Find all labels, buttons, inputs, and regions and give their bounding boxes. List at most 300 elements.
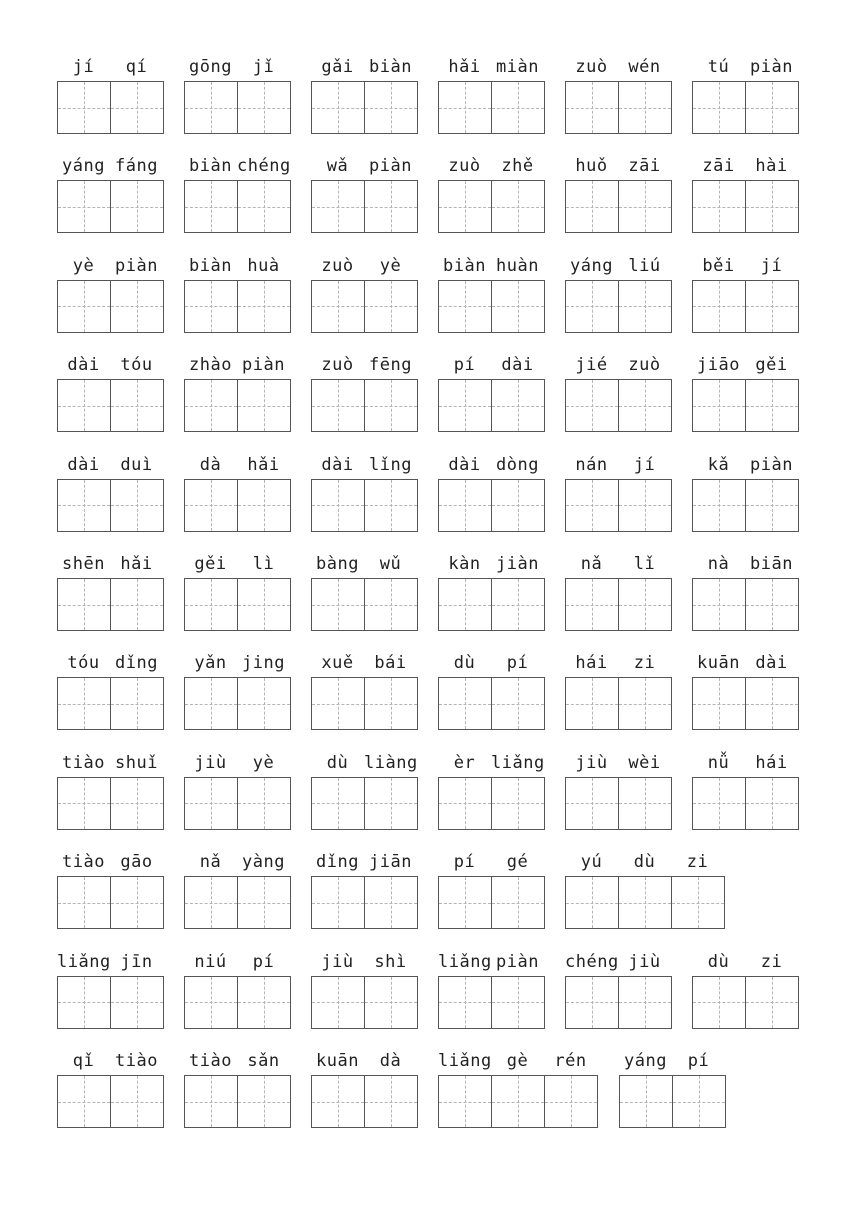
pinyin-syllable: yàng bbox=[242, 852, 285, 873]
pinyin-line bbox=[57, 56, 163, 78]
pinyin-syllable: sǎn bbox=[247, 1051, 280, 1071]
tianzige-cell[interactable] bbox=[238, 479, 291, 532]
pinyin-syllable: yè bbox=[379, 255, 402, 276]
writing-boxes bbox=[184, 81, 291, 134]
word-item bbox=[184, 354, 290, 429]
tianzige-cell[interactable] bbox=[492, 578, 545, 631]
tianzige-cell[interactable] bbox=[492, 1075, 545, 1128]
tianzige-cell[interactable] bbox=[238, 180, 291, 233]
word-item bbox=[565, 851, 724, 926]
pinyin-line bbox=[57, 255, 163, 277]
pinyin-syllable: qí bbox=[125, 57, 148, 77]
tianzige-cell[interactable] bbox=[492, 81, 545, 134]
pinyin-line bbox=[438, 454, 544, 476]
tianzige-cell[interactable] bbox=[365, 578, 418, 631]
word-item bbox=[184, 56, 290, 131]
pinyin-line bbox=[692, 56, 798, 78]
tianzige-cell[interactable] bbox=[439, 180, 492, 233]
tianzige-cell[interactable] bbox=[365, 677, 418, 730]
writing-boxes bbox=[311, 976, 418, 1029]
pinyin-syllable: jing bbox=[242, 653, 285, 674]
pinyin-syllable: nǎ bbox=[580, 554, 603, 574]
tianzige-cell[interactable] bbox=[111, 677, 164, 730]
pinyin-line bbox=[311, 553, 417, 575]
word-item bbox=[692, 56, 798, 131]
tianzige-cell[interactable] bbox=[185, 479, 238, 532]
tianzige-cell[interactable] bbox=[111, 81, 164, 134]
pinyin-syllable: chéng bbox=[237, 156, 291, 177]
pinyin-syllable: dǐng bbox=[316, 852, 359, 873]
tianzige-cell[interactable] bbox=[746, 81, 799, 134]
tianzige-cell[interactable] bbox=[566, 479, 619, 532]
pinyin-syllable: jí bbox=[72, 57, 95, 77]
tianzige-cell[interactable] bbox=[545, 1075, 598, 1128]
tianzige-cell[interactable] bbox=[238, 1075, 291, 1128]
pinyin-syllable: zuò bbox=[575, 57, 608, 77]
writing-boxes bbox=[565, 479, 672, 532]
pinyin-syllable: piàn bbox=[750, 57, 793, 77]
tianzige-cell[interactable] bbox=[693, 81, 746, 134]
word-item bbox=[311, 652, 417, 727]
tianzige-cell[interactable] bbox=[111, 379, 164, 432]
tianzige-cell[interactable] bbox=[365, 976, 418, 1029]
tianzige-cell[interactable] bbox=[619, 876, 672, 929]
pinyin-syllable: dù bbox=[707, 951, 730, 972]
word-item bbox=[311, 255, 417, 330]
pinyin-syllable: zuò bbox=[321, 355, 354, 376]
pinyin-syllable: gé bbox=[506, 852, 529, 873]
pinyin-line bbox=[184, 652, 290, 674]
word-item bbox=[565, 354, 671, 429]
pinyin-line bbox=[57, 1050, 163, 1072]
tianzige-cell[interactable] bbox=[111, 479, 164, 532]
word-item bbox=[184, 454, 290, 529]
tianzige-cell[interactable] bbox=[185, 180, 238, 233]
tianzige-cell[interactable] bbox=[238, 976, 291, 1029]
tianzige-cell[interactable] bbox=[111, 876, 164, 929]
pinyin-syllable: wén bbox=[628, 57, 661, 77]
pinyin-line bbox=[184, 255, 290, 277]
tianzige-cell[interactable] bbox=[58, 876, 111, 929]
pinyin-syllable: kàn bbox=[448, 554, 481, 574]
writing-boxes bbox=[57, 81, 164, 134]
tianzige-cell[interactable] bbox=[185, 976, 238, 1029]
pinyin-syllable: dài bbox=[67, 355, 100, 376]
pinyin-line bbox=[184, 851, 290, 873]
pinyin-syllable: pí bbox=[687, 1051, 710, 1071]
tianzige-cell[interactable] bbox=[492, 876, 545, 929]
tianzige-cell[interactable] bbox=[312, 180, 365, 233]
tianzige-cell[interactable] bbox=[619, 81, 672, 134]
word-item bbox=[311, 951, 417, 1026]
pinyin-line bbox=[311, 454, 417, 476]
pinyin-line bbox=[692, 752, 798, 774]
tianzige-cell[interactable] bbox=[185, 1075, 238, 1128]
tianzige-cell[interactable] bbox=[492, 280, 545, 333]
tianzige-cell[interactable] bbox=[58, 777, 111, 830]
writing-boxes bbox=[692, 578, 799, 631]
tianzige-cell[interactable] bbox=[693, 280, 746, 333]
tianzige-cell[interactable] bbox=[58, 479, 111, 532]
pinyin-syllable: rén bbox=[554, 1051, 587, 1071]
word-item bbox=[184, 752, 290, 827]
tianzige-cell[interactable] bbox=[111, 976, 164, 1029]
pinyin-syllable: zuò bbox=[321, 255, 354, 276]
pinyin-syllable: chéng bbox=[565, 951, 619, 972]
tianzige-cell[interactable] bbox=[492, 976, 545, 1029]
tianzige-cell[interactable] bbox=[58, 1075, 111, 1128]
writing-boxes bbox=[57, 677, 164, 730]
tianzige-cell[interactable] bbox=[58, 379, 111, 432]
tianzige-cell[interactable] bbox=[238, 280, 291, 333]
tianzige-cell[interactable] bbox=[312, 976, 365, 1029]
writing-boxes bbox=[438, 479, 545, 532]
tianzige-cell[interactable] bbox=[566, 578, 619, 631]
pinyin-syllable: nà bbox=[707, 554, 730, 574]
pinyin-syllable: nán bbox=[575, 454, 608, 475]
tianzige-cell[interactable] bbox=[746, 180, 799, 233]
tianzige-cell[interactable] bbox=[365, 1075, 418, 1128]
word-item bbox=[565, 951, 671, 1026]
word-item bbox=[565, 652, 671, 727]
tianzige-cell[interactable] bbox=[492, 479, 545, 532]
writing-boxes bbox=[57, 280, 164, 333]
tianzige-cell[interactable] bbox=[619, 777, 672, 830]
writing-boxes bbox=[438, 976, 545, 1029]
pinyin-line bbox=[184, 56, 290, 78]
word-item bbox=[438, 951, 544, 1026]
tianzige-cell[interactable] bbox=[439, 479, 492, 532]
word-item bbox=[565, 553, 671, 628]
writing-boxes bbox=[565, 677, 672, 730]
pinyin-line bbox=[438, 752, 544, 774]
pinyin-line bbox=[438, 155, 544, 177]
pinyin-syllable: lǐ bbox=[633, 554, 656, 574]
tianzige-cell[interactable] bbox=[693, 379, 746, 432]
pinyin-syllable: gōng bbox=[189, 57, 232, 77]
pinyin-syllable: dù bbox=[633, 852, 656, 873]
word-item bbox=[692, 553, 798, 628]
pinyin-syllable: qǐ bbox=[72, 1051, 95, 1071]
tianzige-cell[interactable] bbox=[111, 180, 164, 233]
tianzige-cell[interactable] bbox=[492, 379, 545, 432]
tianzige-cell[interactable] bbox=[238, 379, 291, 432]
tianzige-cell[interactable] bbox=[238, 777, 291, 830]
pinyin-line bbox=[565, 752, 671, 774]
word-item bbox=[565, 155, 671, 230]
tianzige-cell[interactable] bbox=[492, 677, 545, 730]
pinyin-syllable: nǎ bbox=[199, 852, 222, 873]
word-item bbox=[438, 553, 544, 628]
tianzige-cell[interactable] bbox=[312, 876, 365, 929]
tianzige-cell[interactable] bbox=[185, 876, 238, 929]
pinyin-syllable: fáng bbox=[115, 156, 158, 177]
pinyin-syllable: zāi bbox=[628, 156, 661, 177]
pinyin-line bbox=[692, 553, 798, 575]
word-item bbox=[311, 155, 417, 230]
tianzige-cell[interactable] bbox=[185, 777, 238, 830]
tianzige-cell[interactable] bbox=[746, 280, 799, 333]
pinyin-line bbox=[438, 652, 544, 674]
pinyin-syllable: gè bbox=[506, 1051, 529, 1071]
word-item bbox=[692, 155, 798, 230]
tianzige-cell[interactable] bbox=[185, 578, 238, 631]
pinyin-syllable: shì bbox=[374, 951, 407, 972]
pinyin-syllable: zuò bbox=[628, 355, 661, 376]
tianzige-cell[interactable] bbox=[566, 180, 619, 233]
word-item bbox=[57, 951, 163, 1026]
pinyin-line bbox=[565, 155, 671, 177]
tianzige-cell[interactable] bbox=[693, 479, 746, 532]
pinyin-syllable: zhào bbox=[189, 355, 232, 376]
pinyin-syllable: pí bbox=[506, 653, 529, 674]
tianzige-cell[interactable] bbox=[693, 976, 746, 1029]
pinyin-syllable: biàn bbox=[369, 57, 412, 77]
tianzige-cell[interactable] bbox=[566, 777, 619, 830]
tianzige-cell[interactable] bbox=[439, 976, 492, 1029]
tianzige-cell[interactable] bbox=[58, 280, 111, 333]
pinyin-line bbox=[438, 553, 544, 575]
pinyin-syllable: biān bbox=[750, 554, 793, 574]
writing-boxes bbox=[438, 1075, 598, 1128]
pinyin-syllable: yè bbox=[252, 752, 275, 773]
tianzige-cell[interactable] bbox=[693, 180, 746, 233]
tianzige-cell[interactable] bbox=[185, 280, 238, 333]
pinyin-syllable: huǒ bbox=[575, 156, 608, 177]
word-item bbox=[184, 255, 290, 330]
tianzige-cell[interactable] bbox=[312, 677, 365, 730]
tianzige-cell[interactable] bbox=[312, 379, 365, 432]
pinyin-syllable: tiào bbox=[189, 1051, 232, 1071]
pinyin-syllable: zāi bbox=[702, 156, 735, 177]
pinyin-line bbox=[184, 155, 290, 177]
word-item bbox=[184, 652, 290, 727]
tianzige-cell[interactable] bbox=[673, 1075, 726, 1128]
tianzige-cell[interactable] bbox=[439, 578, 492, 631]
tianzige-cell[interactable] bbox=[111, 280, 164, 333]
tianzige-cell[interactable] bbox=[746, 976, 799, 1029]
pinyin-syllable: nǚ bbox=[707, 752, 730, 773]
pinyin-line bbox=[692, 255, 798, 277]
tianzige-cell[interactable] bbox=[492, 777, 545, 830]
tianzige-cell[interactable] bbox=[58, 677, 111, 730]
tianzige-cell[interactable] bbox=[439, 677, 492, 730]
tianzige-cell[interactable] bbox=[619, 379, 672, 432]
tianzige-cell[interactable] bbox=[566, 280, 619, 333]
tianzige-cell[interactable] bbox=[58, 81, 111, 134]
pinyin-line bbox=[438, 951, 544, 973]
pinyin-line bbox=[311, 752, 417, 774]
pinyin-syllable: shēn bbox=[62, 554, 105, 574]
pinyin-syllable: jiù bbox=[321, 951, 354, 972]
tianzige-cell[interactable] bbox=[312, 479, 365, 532]
tianzige-cell[interactable] bbox=[566, 81, 619, 134]
writing-boxes bbox=[438, 777, 545, 830]
pinyin-syllable: liǎng bbox=[491, 752, 545, 773]
word-item bbox=[184, 951, 290, 1026]
writing-boxes bbox=[57, 1075, 164, 1128]
pinyin-syllable: jí bbox=[633, 454, 656, 475]
tianzige-cell[interactable] bbox=[238, 81, 291, 134]
writing-boxes bbox=[311, 479, 418, 532]
writing-boxes bbox=[692, 479, 799, 532]
tianzige-cell[interactable] bbox=[746, 379, 799, 432]
pinyin-syllable: dài bbox=[67, 454, 100, 475]
writing-boxes bbox=[57, 876, 164, 929]
pinyin-syllable: zuò bbox=[448, 156, 481, 177]
tianzige-cell[interactable] bbox=[238, 876, 291, 929]
tianzige-cell[interactable] bbox=[746, 677, 799, 730]
word-item bbox=[311, 1050, 417, 1125]
tianzige-cell[interactable] bbox=[619, 976, 672, 1029]
tianzige-cell[interactable] bbox=[439, 81, 492, 134]
pinyin-line bbox=[692, 652, 798, 674]
tianzige-cell[interactable] bbox=[365, 81, 418, 134]
writing-boxes bbox=[57, 578, 164, 631]
tianzige-cell[interactable] bbox=[566, 976, 619, 1029]
pinyin-syllable: jiān bbox=[369, 852, 412, 873]
pinyin-line bbox=[184, 354, 290, 376]
pinyin-line bbox=[438, 354, 544, 376]
tianzige-cell[interactable] bbox=[693, 777, 746, 830]
word-item bbox=[184, 553, 290, 628]
tianzige-cell[interactable] bbox=[439, 876, 492, 929]
tianzige-cell[interactable] bbox=[365, 777, 418, 830]
pinyin-syllable: yè bbox=[72, 255, 95, 276]
tianzige-cell[interactable] bbox=[566, 677, 619, 730]
word-item bbox=[57, 255, 163, 330]
tianzige-cell[interactable] bbox=[365, 280, 418, 333]
tianzige-cell[interactable] bbox=[566, 379, 619, 432]
tianzige-cell[interactable] bbox=[693, 677, 746, 730]
tianzige-cell[interactable] bbox=[619, 479, 672, 532]
tianzige-cell[interactable] bbox=[693, 578, 746, 631]
tianzige-cell[interactable] bbox=[365, 379, 418, 432]
writing-boxes bbox=[311, 777, 418, 830]
tianzige-cell[interactable] bbox=[619, 677, 672, 730]
tianzige-cell[interactable] bbox=[238, 677, 291, 730]
writing-boxes bbox=[438, 180, 545, 233]
pinyin-syllable: piàn bbox=[750, 454, 793, 475]
writing-boxes bbox=[619, 1075, 726, 1128]
pinyin-syllable: liú bbox=[628, 255, 661, 276]
tianzige-cell[interactable] bbox=[111, 777, 164, 830]
word-item bbox=[184, 155, 290, 230]
word-item bbox=[438, 354, 544, 429]
tianzige-cell[interactable] bbox=[185, 677, 238, 730]
pinyin-line bbox=[311, 354, 417, 376]
pinyin-line bbox=[311, 56, 417, 78]
tianzige-cell[interactable] bbox=[619, 578, 672, 631]
tianzige-cell[interactable] bbox=[111, 578, 164, 631]
tianzige-cell[interactable] bbox=[58, 976, 111, 1029]
word-item bbox=[311, 454, 417, 529]
pinyin-syllable: biàn bbox=[443, 255, 486, 276]
pinyin-syllable: tiào bbox=[62, 852, 105, 873]
word-item bbox=[565, 454, 671, 529]
word-item bbox=[438, 652, 544, 727]
tianzige-cell[interactable] bbox=[620, 1075, 673, 1128]
tianzige-cell[interactable] bbox=[238, 578, 291, 631]
tianzige-cell[interactable] bbox=[746, 479, 799, 532]
pinyin-syllable: yáng bbox=[62, 156, 105, 177]
pinyin-syllable: pí bbox=[453, 355, 476, 376]
tianzige-cell[interactable] bbox=[746, 578, 799, 631]
pinyin-line bbox=[311, 155, 417, 177]
tianzige-cell[interactable] bbox=[185, 379, 238, 432]
tianzige-cell[interactable] bbox=[365, 180, 418, 233]
pinyin-syllable: tiào bbox=[62, 752, 105, 773]
tianzige-cell[interactable] bbox=[439, 777, 492, 830]
tianzige-cell[interactable] bbox=[439, 379, 492, 432]
pinyin-syllable: jiāo bbox=[697, 355, 740, 376]
tianzige-cell[interactable] bbox=[672, 876, 725, 929]
pinyin-syllable: biàn bbox=[189, 156, 232, 177]
writing-boxes bbox=[438, 876, 545, 929]
word-item bbox=[438, 1050, 597, 1125]
word-item bbox=[565, 752, 671, 827]
pinyin-line bbox=[692, 155, 798, 177]
word-item bbox=[311, 56, 417, 131]
tianzige-cell[interactable] bbox=[58, 180, 111, 233]
tianzige-cell[interactable] bbox=[365, 479, 418, 532]
tianzige-cell[interactable] bbox=[619, 180, 672, 233]
tianzige-cell[interactable] bbox=[439, 280, 492, 333]
pinyin-line bbox=[619, 1050, 725, 1072]
pinyin-syllable: fēng bbox=[369, 355, 412, 376]
writing-boxes bbox=[311, 1075, 418, 1128]
word-item bbox=[692, 752, 798, 827]
pinyin-line bbox=[565, 454, 671, 476]
pinyin-syllable: piàn bbox=[242, 355, 285, 376]
pinyin-syllable: kuān bbox=[316, 1051, 359, 1071]
tianzige-cell[interactable] bbox=[746, 777, 799, 830]
pinyin-line bbox=[565, 255, 671, 277]
tianzige-cell[interactable] bbox=[312, 578, 365, 631]
pinyin-line bbox=[57, 851, 163, 873]
pinyin-line bbox=[311, 1050, 417, 1072]
pinyin-syllable: jǐ bbox=[252, 57, 275, 77]
pinyin-syllable: yáng bbox=[570, 255, 613, 276]
pinyin-syllable: tóu bbox=[120, 355, 153, 376]
tianzige-cell[interactable] bbox=[619, 280, 672, 333]
word-item bbox=[311, 851, 417, 926]
writing-boxes bbox=[692, 777, 799, 830]
pinyin-line bbox=[184, 752, 290, 774]
writing-boxes bbox=[184, 976, 291, 1029]
word-item bbox=[57, 1050, 163, 1125]
pinyin-line bbox=[565, 553, 671, 575]
tianzige-cell[interactable] bbox=[312, 1075, 365, 1128]
pinyin-syllable: dài bbox=[321, 454, 354, 475]
pinyin-syllable: dài bbox=[501, 355, 534, 376]
tianzige-cell[interactable] bbox=[312, 280, 365, 333]
tianzige-cell[interactable] bbox=[312, 777, 365, 830]
pinyin-line bbox=[565, 652, 671, 674]
writing-boxes bbox=[438, 280, 545, 333]
word-item bbox=[57, 354, 163, 429]
tianzige-cell[interactable] bbox=[111, 1075, 164, 1128]
tianzige-cell[interactable] bbox=[185, 81, 238, 134]
tianzige-cell[interactable] bbox=[492, 180, 545, 233]
writing-boxes bbox=[311, 180, 418, 233]
tianzige-cell[interactable] bbox=[566, 876, 619, 929]
tianzige-cell[interactable] bbox=[439, 1075, 492, 1128]
tianzige-cell[interactable] bbox=[58, 578, 111, 631]
tianzige-cell[interactable] bbox=[312, 81, 365, 134]
tianzige-cell[interactable] bbox=[365, 876, 418, 929]
writing-boxes bbox=[184, 1075, 291, 1128]
